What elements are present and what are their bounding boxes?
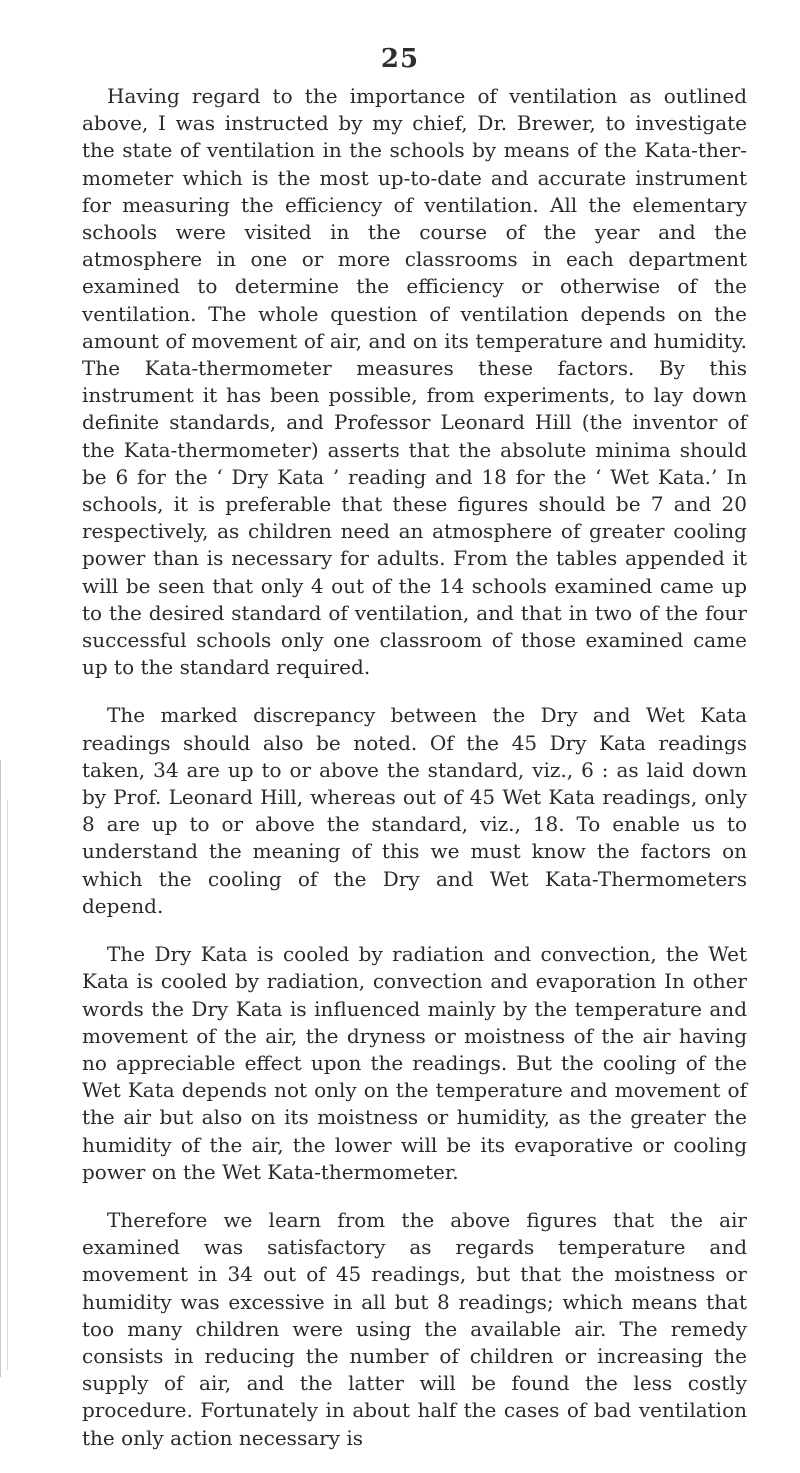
paragraph-ventilation-investigation: Having regard to the importance of ventilation as outlined above, I was instructed by my chief, Dr. Brewer, to investigate the state of ventilation in the schools by means of the Kata-thermometer which is the most up-to-date and accurate instrument for measuring the efficiency of ventilation. All the elementary schools were visited in the course of the year and the atmosphere in one or more classrooms in each department examined to determine the efficiency or otherwise of the ventilation. The whole question of ventilation depends on the amount of movement of air, and on its temperature and humidity. The Kata-thermometer measures these factors. By this instrument it has been possible, from experiments, to lay down definite standards, and Professor Leonard Hill (the inventor of the Kata-thermometer) asserts that the absolute minima should be 6 for the ‘ Dry Kata ’ reading and 18 for the ‘ Wet Kata.’ In schools, it is preferable that these figures should be 7 and 20 respectively, as children need an atmosphere of greater cooling power than is necessary for adults. From the tables appended it will be seen that only 4 out of the 14 schools examined came up to the desired standard of ventilation, and that in two of the four successful schools only one classroom of those examined came up to the standard required. xyxy=(82,84,747,680)
paragraph-kata-cooling-factors: The Dry Kata is cooled by radiation and convection, the Wet Kata is cooled by radiation, convection and evaporation In other words the Dry Kata is influenced mainly by the temperature and movement of the air, the dryness or moistness of the air having no appreciable effect upon the readings. But the cooling of the Wet Kata depends not only on the temperature and movement of the air but also on its moistness or humidity, as the greater the humidity of the air, the lower will be its evaporative or cooling power on the Wet Kata-thermometer. xyxy=(82,942,747,1184)
page-binding-edge xyxy=(0,760,15,1377)
paragraph-remedy: Therefore we learn from the above figures that the air examined was satisfactory as regards temperature and movement in 34 out of 45 readings, but that the moistness or humidity was excessive in all but 8 readings; which means that too many children were using the available air. The remedy consists in reducing the number of children or increasing the supply of air, and the latter will be found the less costly procedure. Fortunately in about half the cases of bad ventilation the only action necessary is xyxy=(82,1207,747,1450)
body-text xyxy=(82,83,747,1473)
page-number: 25 xyxy=(380,44,420,74)
paragraph-dry-wet-discrepancy: The marked discrepancy between the Dry and Wet Kata readings should also be noted. Of the 45 Dry Kata readings taken, 34 are up to or above the standard, viz., 6 : as laid down by Prof. Leonard Hill, whereas out of 45 Wet Kata readings, only 8 are up to or above the standard, viz., 18. To enable us to understand the meaning of this we must know the factors on which the cooling of the Dry and Wet Kata-Thermometers depend. xyxy=(82,703,747,918)
